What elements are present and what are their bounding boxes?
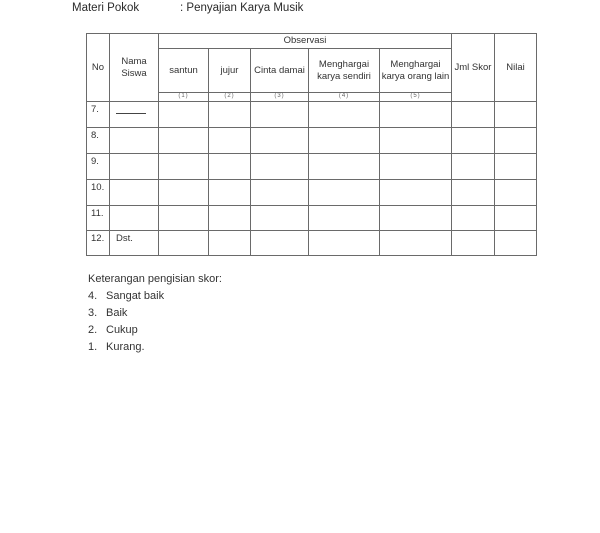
score-cell [309,231,380,256]
score-cell [251,180,309,206]
student-name-cell [110,206,159,231]
blank-name-line [116,104,146,114]
row-number: 10. [87,180,110,206]
table-row [87,102,537,128]
subject-separator: : [180,2,184,14]
score-cell [251,102,309,128]
header-total-score: Jml Skor [452,34,495,102]
list-item [88,288,222,305]
header-student-name: Nama Siswa [110,34,159,102]
score-cell [159,128,209,154]
observation-table [86,33,537,256]
score-cell [159,206,209,231]
note-number: 4. [88,290,98,302]
score-cell [380,180,452,206]
criterion-code: (4) [309,93,380,102]
table-row [87,180,537,206]
grade-cell [495,128,537,154]
subject-label: Materi Pokok [72,2,140,14]
criterion-code: (5) [380,93,452,102]
table-row [87,231,537,256]
score-cell [159,231,209,256]
grade-cell [495,231,537,256]
table-row [87,128,537,154]
score-cell [309,206,380,231]
criterion-santun: santun [159,49,209,93]
criterion-code: (2) [209,93,251,102]
total-cell [452,154,495,180]
subject-value-wrap [180,2,303,14]
list-item [88,339,222,356]
total-cell [452,128,495,154]
note-text: Kurang. [106,341,145,353]
score-cell [380,206,452,231]
score-notes [88,271,222,356]
list-item [88,305,222,322]
score-cell [251,231,309,256]
criterion-code: (3) [251,93,309,102]
list-item [88,322,222,339]
total-cell [452,231,495,256]
criterion-menghargai-sendiri: Menghargai karya sendiri [309,49,380,93]
score-cell [159,102,209,128]
criterion-code: (1) [159,93,209,102]
score-cell [380,128,452,154]
notes-title: Keterangan pengisian skor: [88,273,222,285]
criterion-cinta-damai: Cinta damai [251,49,309,93]
score-cell [159,180,209,206]
grade-cell [495,180,537,206]
score-cell [209,128,251,154]
score-cell [309,180,380,206]
note-number: 1. [88,341,98,353]
header-no: No [87,34,110,102]
total-cell [452,206,495,231]
score-cell [209,180,251,206]
grade-cell [495,102,537,128]
table-row [87,206,537,231]
subject-line [72,2,304,14]
score-cell [309,154,380,180]
grade-cell [495,206,537,231]
score-cell [159,154,209,180]
score-cell [380,102,452,128]
score-cell [209,102,251,128]
student-name-cell: Dst. [110,231,159,256]
row-number: 12. [87,231,110,256]
student-name-cell [110,154,159,180]
grade-cell [495,154,537,180]
total-cell [452,180,495,206]
header-observation: Observasi [159,34,452,49]
criterion-jujur: jujur [209,49,251,93]
note-number: 3. [88,307,98,319]
note-text: Baik [106,307,128,319]
header-grade: Nilai [495,34,537,102]
row-number: 9. [87,154,110,180]
row-number: 7. [87,102,110,128]
score-cell [309,102,380,128]
score-cell [380,231,452,256]
score-cell [251,154,309,180]
row-number: 8. [87,128,110,154]
score-cell [251,206,309,231]
total-cell [452,102,495,128]
score-cell [209,154,251,180]
row-number: 11. [87,206,110,231]
criterion-menghargai-orang-lain: Menghargai karya orang lain [380,49,452,93]
student-name-cell [110,102,159,128]
student-name-cell [110,128,159,154]
score-cell [309,128,380,154]
note-text: Cukup [106,324,138,336]
score-cell [251,128,309,154]
score-cell [209,231,251,256]
student-name-cell [110,180,159,206]
table-row [87,154,537,180]
note-text: Sangat baik [106,290,165,302]
subject-value: Penyajian Karya Musik [186,2,304,14]
score-cell [209,206,251,231]
score-cell [380,154,452,180]
note-number: 2. [88,324,98,336]
